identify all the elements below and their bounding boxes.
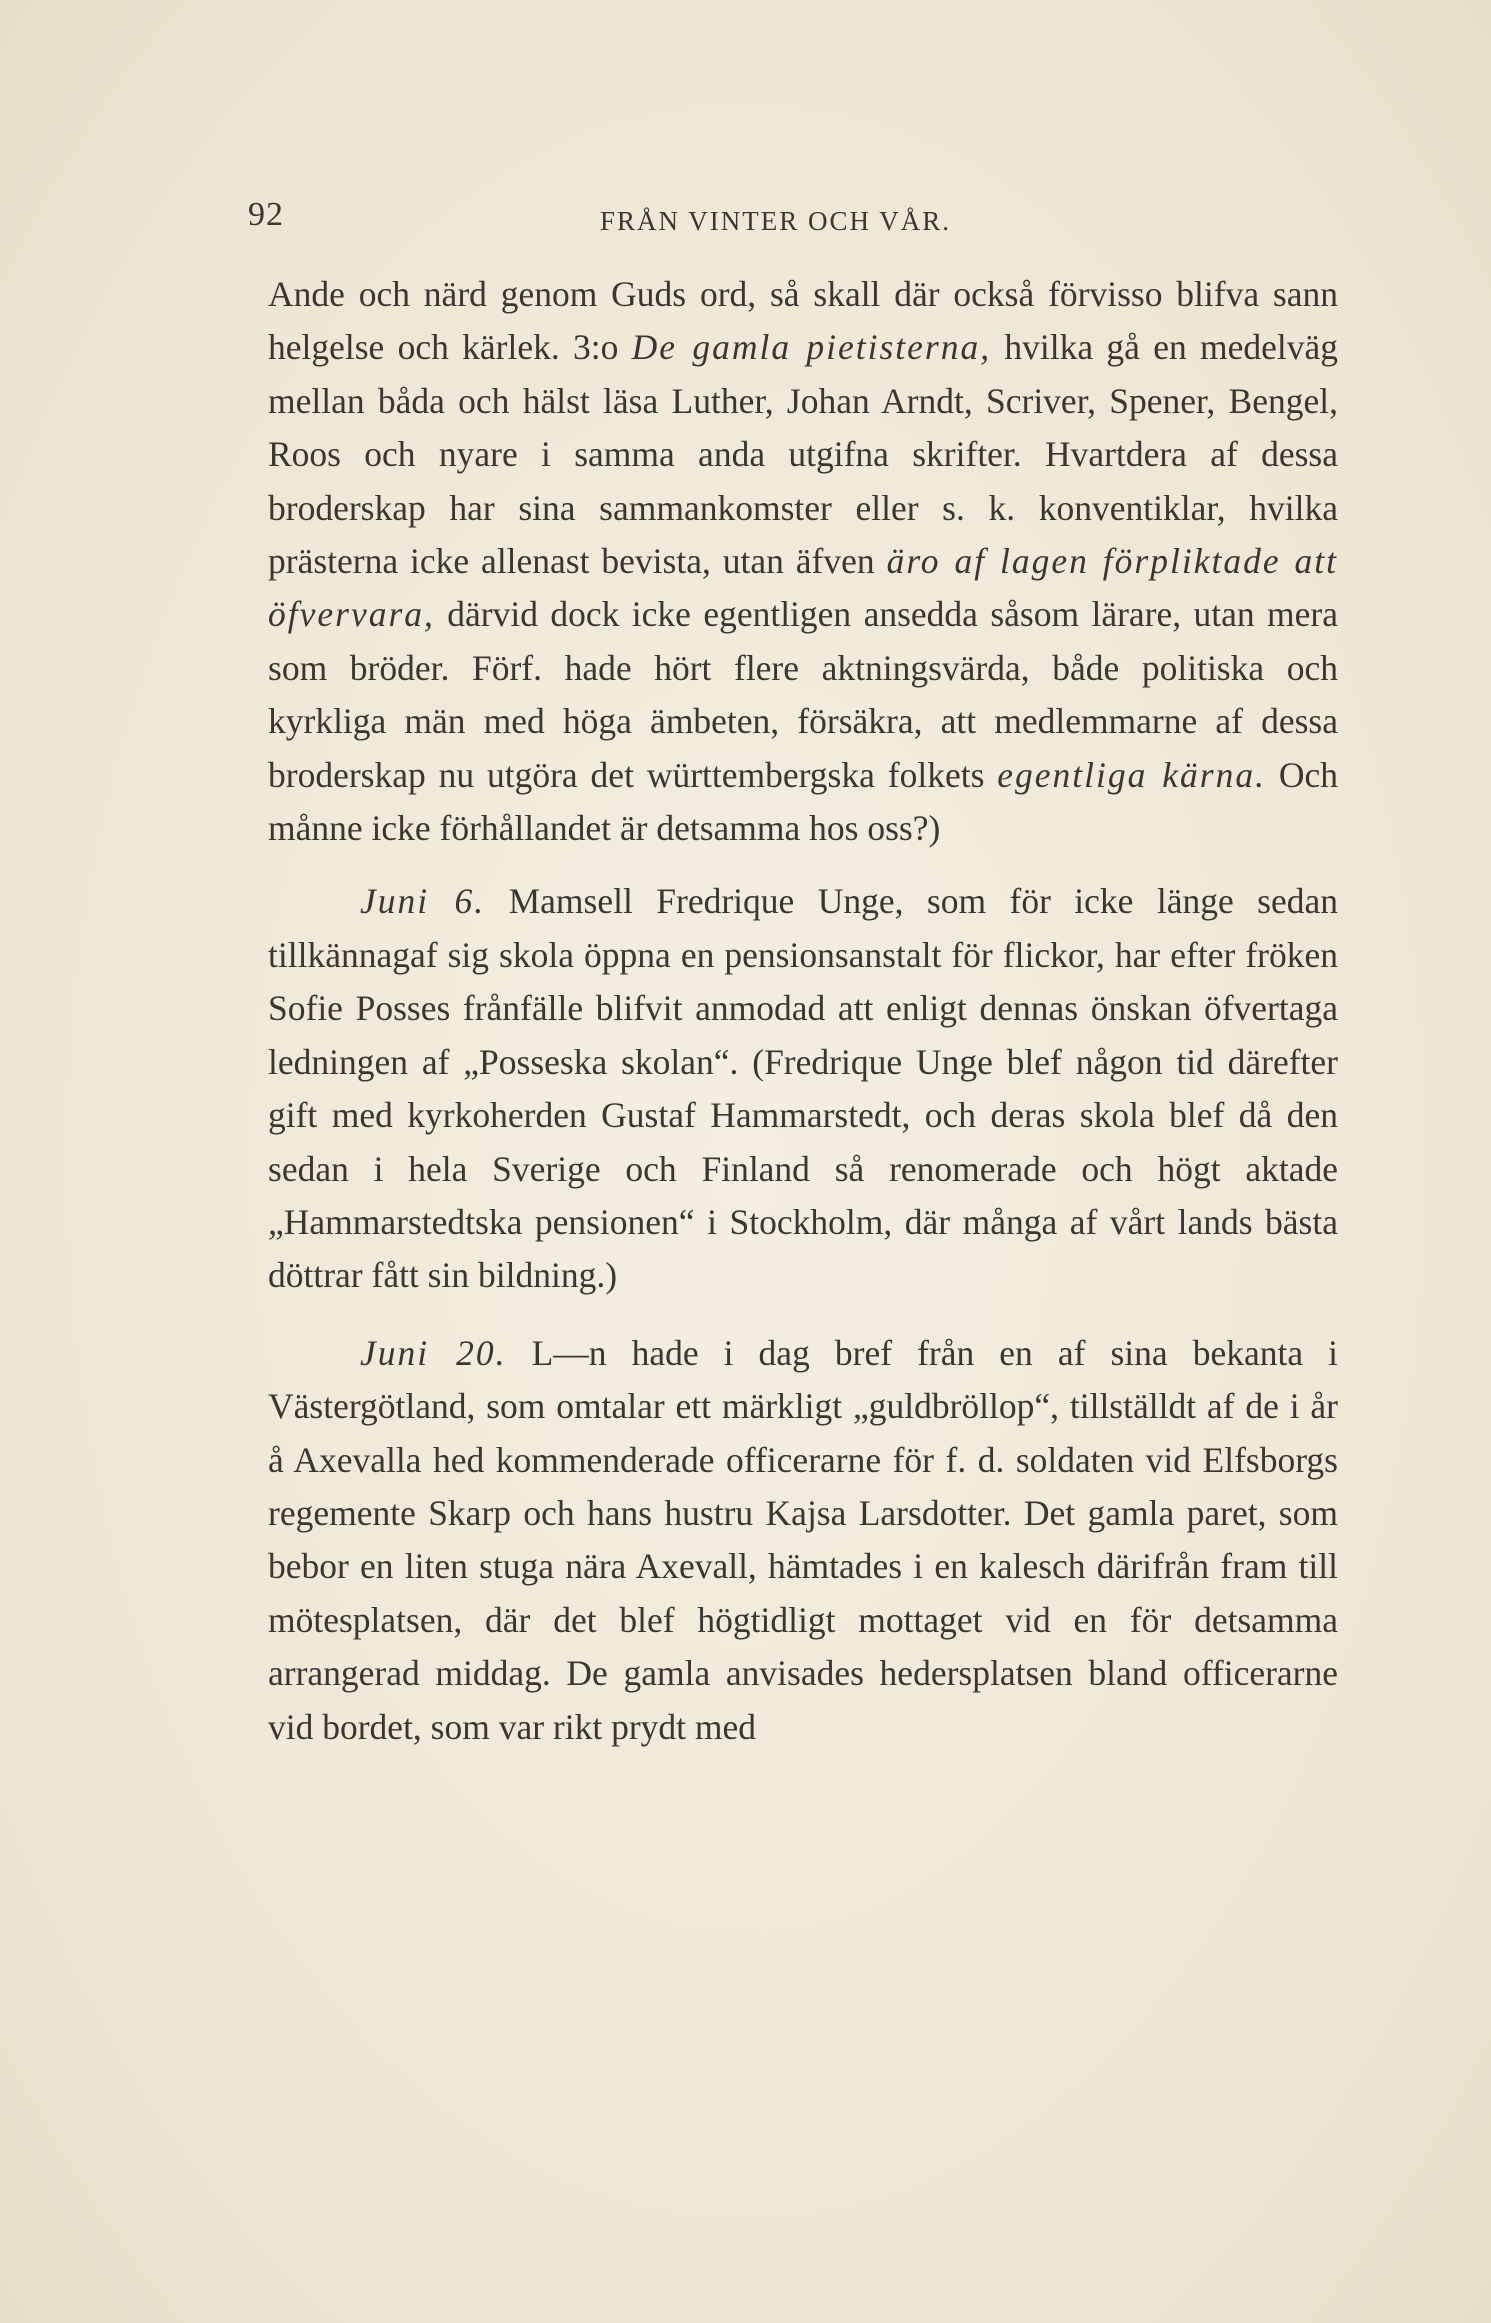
text-run: därvid dock icke egentligen ansedda såsom lärare, utan mera som bröder. Förf. hade hört flere aktningsvärda, både politiska och kyrkliga män med höga ämbeten, försäkra, att medlemmarne af dessa broderskap nu utgöra det württembergska folkets bbox=[268, 594, 1338, 795]
running-title: FRÅN VINTER OCH VÅR. bbox=[600, 206, 952, 236]
entry-date: Juni 6. bbox=[360, 881, 486, 922]
emphasis-text: egentliga kärna. bbox=[997, 754, 1266, 795]
text-run: Och månne icke förhållandet är detsamma hos oss?) bbox=[268, 754, 1338, 849]
entry-text: L—n hade i dag bref från en af sina bekanta i Västergötland, som omtalar ett märkligt „guldbröllop“, tillställdt af de i år å Axevalla hed kommenderade officerarne för f. d. soldaten vid Elfsborgs regemente Skarp och hans hustru Kajsa Larsdotter. Det gamla paret, som bebor en liten stuga nära Axevall, hämtades i en kalesch därifrån fram till mötesplatsen, där det blef högtidligt mottaget vid en för detsamma arrangerad middag. De gamla anvisades hedersplatsen bland officerarne vid bordet, som var rikt prydt med bbox=[268, 1332, 1338, 1747]
text-run: Ande och närd genom Guds ord, så skall där också förvisso blifva sann helgelse och kärlek. 3:o bbox=[268, 274, 1338, 368]
body-text bbox=[268, 268, 1338, 1754]
entry-text: Mamsell Fredrique Unge, som för icke länge sedan tillkännagaf sig skola öppna en pensionsanstalt för flickor, har efter fröken Sofie Posses frånfälle blifvit anmodad att enligt dennas önskan öfvertaga ledningen af „Posseska skolan“. (Fredrique Unge blef någon tid därefter gift med kyrkoherden Gustaf Hammarstedt, och deras skola blef då den sedan i hela Sverige och Finland så renomerade och högt aktade „Hammarstedtska pensionen“ i Stockholm, där många af vårt lands bästa döttrar fått sin bildning.) bbox=[268, 881, 1338, 1296]
page-number: 92 bbox=[248, 196, 284, 233]
diary-entry-june-20 bbox=[268, 1327, 1338, 1754]
paragraph-continued bbox=[268, 268, 1338, 855]
emphasis-text: äro af lagen förpliktade att öfvervara, bbox=[268, 541, 1338, 635]
diary-entry-june-6 bbox=[268, 875, 1338, 1302]
entry-date: Juni 20. bbox=[360, 1332, 507, 1373]
emphasis-text: De gamla pietisterna, bbox=[631, 327, 992, 368]
text-run: hvilka gå en medelväg mellan båda och hälst läsa Luther, Johan Arndt, Scriver, Spener, Bengel, Roos och nyare i samma anda utgifna skrifter. Hvartdera af dessa broderskap har sina sammankomster eller s. k. konventiklar, hvilka prästerna icke allenast bevista, utan äfven bbox=[268, 327, 1338, 582]
